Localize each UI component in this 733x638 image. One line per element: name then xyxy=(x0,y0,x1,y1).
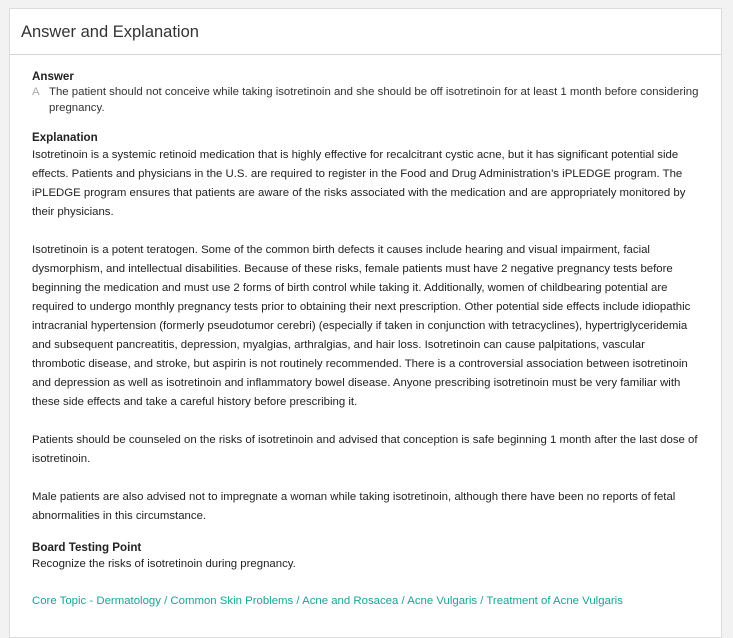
answer-text: The patient should not conceive while taking isotretinoin and she should be off isotretinoin for at least 1 month before considering pregnancy. xyxy=(49,86,699,114)
core-topic-link[interactable]: Core Topic - Dermatology / Common Skin Problems / Acne and Rosacea / Acne Vulgaris / Treatment of Acne Vulgaris xyxy=(32,595,623,607)
explanation-heading: Explanation xyxy=(32,131,98,144)
answer-choice xyxy=(32,85,699,116)
board-testing-text: Recognize the risks of isotretinoin during pregnancy. xyxy=(32,558,296,570)
board-testing-heading: Board Testing Point xyxy=(32,541,142,554)
explanation-paragraph: Isotretinoin is a potent teratogen. Some of the common birth defects it causes include hearing and visual impairment, facial dysmorphism, and intellectual disabilities. Because of these risks, female patients must have 2 negative pregnancy tests before beginning the medication and must use 2 forms of birth control while taking it. Additionally, women of childbearing potential are required to undergo monthly pregnancy tests prior to obtaining their next prescription. Other potential side effects include idiopathic intracranial hypertension (formerly pseudotumor cerebri) (especially if taken in conjunction with tetracyclines), hypertriglyceridemia and subsequent pancreatitis, depression, myalgias, arthralgias, and hair loss. Isotretinoin can cause palpitations, vascular thrombotic disease, and stroke, but aspirin is not routinely recommended. There is a controversial association between isotretinoin and depression as well as isotretinoin and inflammatory bowel disease. Anyone prescribing isotretinoin must be very familiar with these side effects and take a careful history before prescribing it. xyxy=(32,244,691,408)
explanation-paragraph: Male patients are also advised not to impregnate a woman while taking isotretinoin, although there have been no reports of fetal abnormalities in this circumstance. xyxy=(32,491,676,522)
card-title: Answer and Explanation xyxy=(21,23,199,41)
answer-section xyxy=(32,69,699,116)
board-testing-section xyxy=(32,540,699,572)
answer-explanation-card xyxy=(9,8,722,638)
explanation-section xyxy=(32,130,699,526)
explanation-paragraph: Isotretinoin is a systemic retinoid medication that is highly effective for recalcitrant cystic acne, but it has significant potential side effects. Patients and physicians in the U.S. are required to register in the Food and Drug Administration’s iPLEDGE program. The iPLEDGE program ensures that patients are aware of the risks associated with the medication and are appropriately monitored by their physicians. xyxy=(32,149,686,218)
card-body xyxy=(10,55,721,611)
card-header xyxy=(10,9,721,55)
answer-letter: A xyxy=(32,86,40,98)
answer-heading: Answer xyxy=(32,70,74,83)
explanation-paragraph: Patients should be counseled on the risks of isotretinoin and advised that conception is safe beginning 1 month after the last dose of isotretinoin. xyxy=(32,434,698,465)
